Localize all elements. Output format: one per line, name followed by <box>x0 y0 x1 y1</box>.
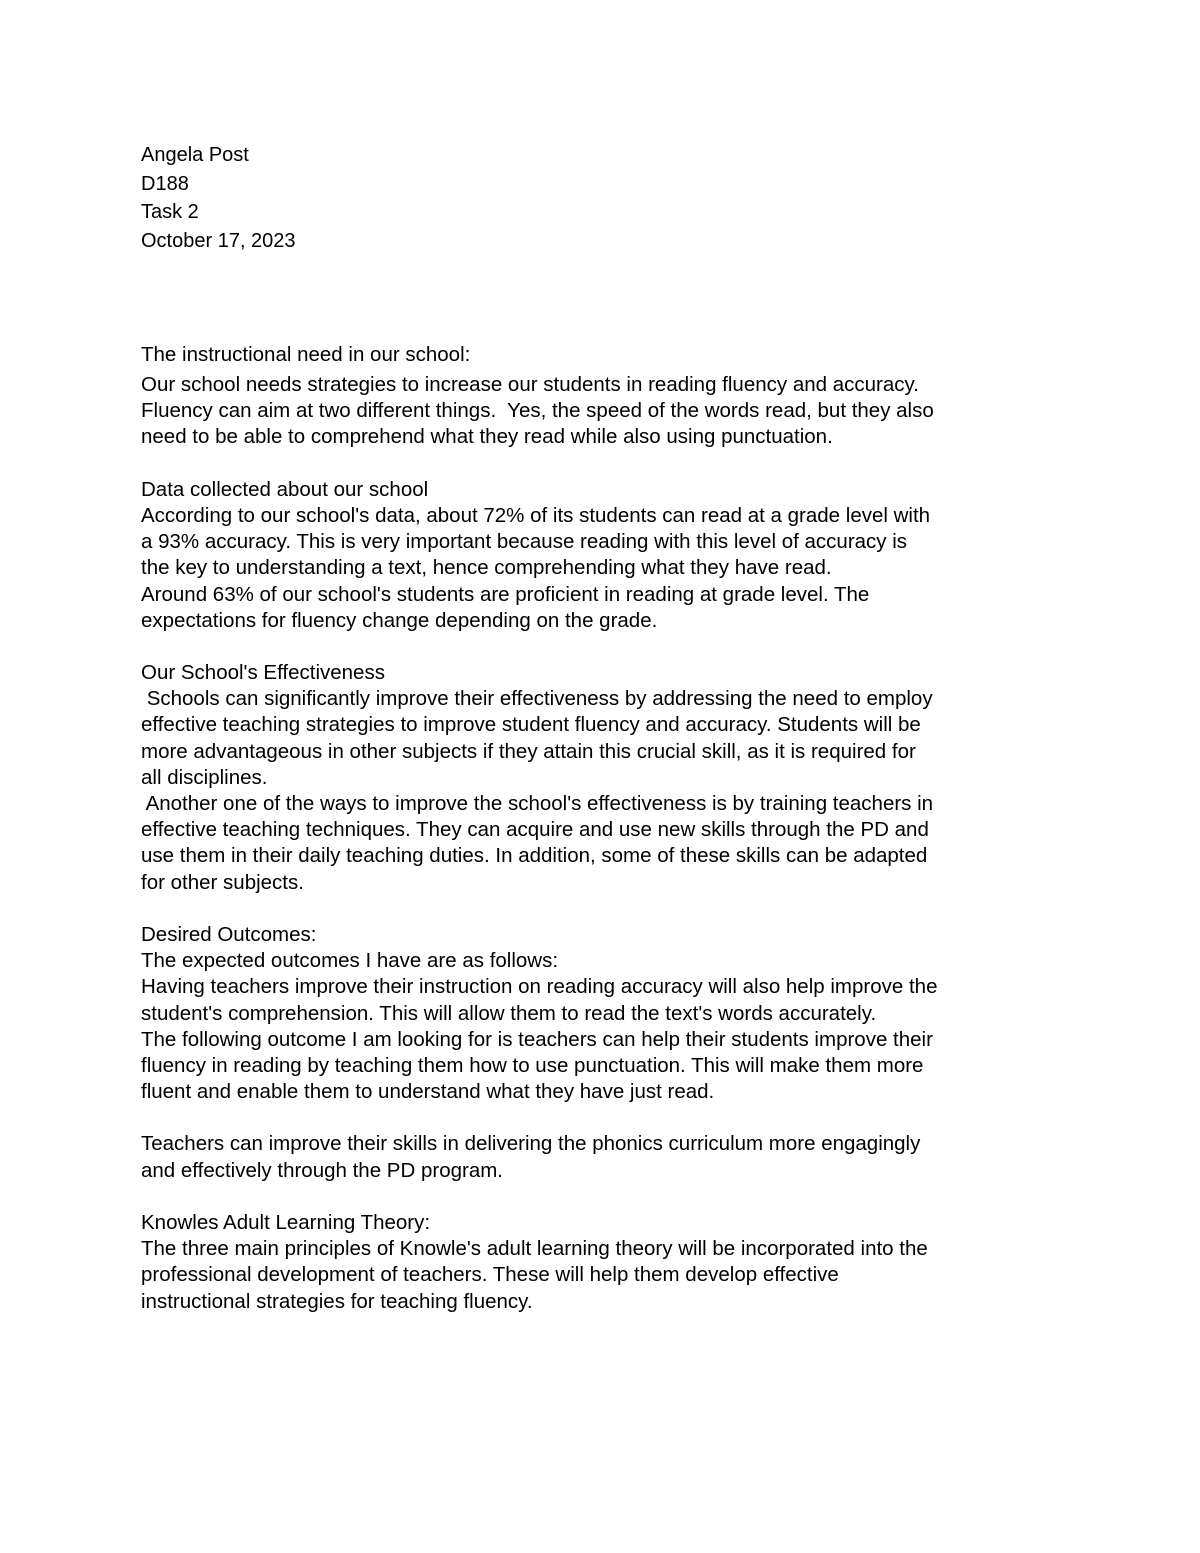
document-header <box>141 141 296 255</box>
course-code: D188 <box>141 172 189 195</box>
paragraph-line: and effectively through the PD program. <box>141 1158 503 1182</box>
paragraph-line: The expected outcomes I have are as follows: <box>141 949 559 973</box>
paragraph-line: effective teaching techniques. They can acquire and use new skills through the PD and <box>141 818 929 842</box>
paragraph-line: Having teachers improve their instruction on reading accuracy will also help improve the <box>141 975 938 999</box>
paragraph-line: Teachers can improve their skills in delivering the phonics curriculum more engagingly <box>141 1132 921 1156</box>
paragraph-line: professional development of teachers. These will help them develop effective <box>141 1263 839 1287</box>
paragraph-line: instructional strategies for teaching fluency. <box>141 1289 533 1313</box>
paragraph-line: for other subjects. <box>141 870 304 894</box>
document-body <box>141 342 1071 1315</box>
paragraph-line: all disciplines. <box>141 765 268 789</box>
paragraph-line: the key to understanding a text, hence comprehending what they have read. <box>141 556 832 580</box>
paragraph-line: The following outcome I am looking for is teachers can help their students improve their <box>141 1027 933 1051</box>
section-heading-outcomes: Desired Outcomes: <box>141 922 317 946</box>
paragraph-gap <box>141 451 1071 477</box>
paragraph-line: Our school needs strategies to increase our students in reading fluency and accuracy. <box>141 373 919 396</box>
task-label: Task 2 <box>141 201 199 223</box>
paragraph-line: Around 63% of our school's students are proficient in reading at grade level. The <box>141 582 870 606</box>
paragraph-line: a 93% accuracy. This is very important because reading with this level of accuracy is <box>141 530 908 554</box>
paragraph-gap <box>141 1184 1071 1210</box>
section-heading-effectiveness: Our School's Effectiveness <box>141 661 385 685</box>
paragraph-line: need to be able to comprehend what they read while also using punctuation. <box>141 425 833 449</box>
paragraph-line: fluency in reading by teaching them how to use punctuation. This will make them more <box>141 1053 924 1077</box>
paragraph-line: effective teaching strategies to improve student fluency and accuracy. Students will be <box>141 713 921 737</box>
paragraph-line: Another one of the ways to improve the school's effectiveness is by training teachers in <box>141 792 934 815</box>
paragraph-gap <box>141 1105 1071 1131</box>
paragraph-line: Schools can significantly improve their effectiveness by addressing the need to employ <box>141 687 933 711</box>
paragraph-line: The three main principles of Knowle's adult learning theory will be incorporated into the <box>141 1237 928 1261</box>
paragraph-line: more advantageous in other subjects if they attain this crucial skill, as it is required for <box>141 739 916 763</box>
paragraph-line: student's comprehension. This will allow them to read the text's words accurately. <box>141 1001 877 1025</box>
paragraph-line: According to our school's data, about 72% of its students can read at a grade level with <box>141 503 931 527</box>
paragraph-line: Fluency can aim at two different things. Yes, the speed of the words read, but they also <box>141 399 934 423</box>
paragraph-line: expectations for fluency change depending on the grade. <box>141 608 658 632</box>
section-heading-theory: Knowles Adult Learning Theory: <box>141 1211 431 1234</box>
paragraph-line: fluent and enable them to understand what they have just read. <box>141 1080 715 1104</box>
section-heading-data: Data collected about our school <box>141 477 429 501</box>
document-date: October 17, 2023 <box>141 229 296 252</box>
paragraph-gap <box>141 634 1071 660</box>
section-heading-need: The instructional need in our school: <box>141 343 471 366</box>
paragraph-gap <box>141 896 1071 922</box>
paragraph-line: use them in their daily teaching duties. In addition, some of these skills can be adapted <box>141 844 928 868</box>
author-name: Angela Post <box>141 144 249 166</box>
